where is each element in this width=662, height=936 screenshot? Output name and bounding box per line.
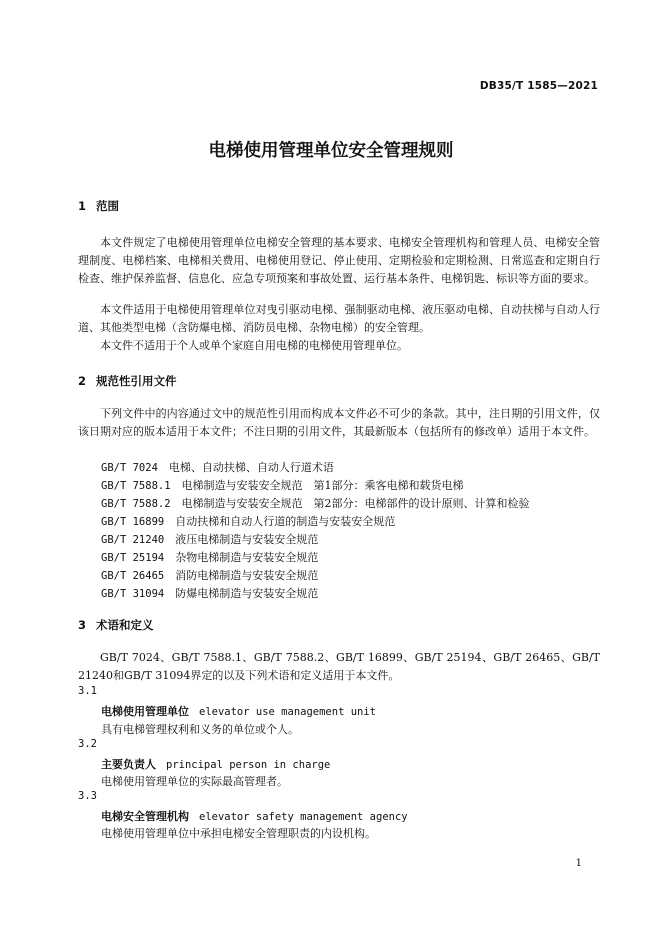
section-title: 术语和定义 xyxy=(96,618,154,632)
reference-code: GB/T 7024 xyxy=(101,462,158,474)
term-en: principal person in charge xyxy=(166,759,331,771)
reference-code: GB/T 16899 xyxy=(101,516,165,528)
standard-code: DB35/T 1585—2021 xyxy=(479,80,598,92)
term-number: 3.3 xyxy=(78,790,97,802)
reference-item xyxy=(101,459,334,475)
reference-item xyxy=(101,531,318,547)
term-entry xyxy=(101,703,376,719)
section-heading-2 xyxy=(78,373,177,389)
term-en: elevator safety management agency xyxy=(199,811,408,823)
paragraph: GB/T 7024、GB/T 7588.1、GB/T 7588.2、GB/T 16899、GB/T 25194、GB/T 26465、GB/T 21240和GB/T 31094界定的以及下列术语和定义适用于本文件。 xyxy=(78,651,600,682)
reference-title: 杂物电梯制造与安装安全规范 xyxy=(175,551,319,564)
section-heading-1 xyxy=(78,198,119,214)
reference-code: GB/T 21240 xyxy=(101,534,165,546)
term-number: 3.1 xyxy=(78,685,97,697)
reference-code: GB/T 31094 xyxy=(101,588,165,600)
term-zh: 电梯安全管理机构 xyxy=(101,810,189,823)
term-number: 3.2 xyxy=(78,738,97,750)
reference-title: 电梯制造与安装安全规范 第2部分：电梯部件的设计原则、计算和检验 xyxy=(181,497,530,510)
term-entry xyxy=(101,756,330,772)
document-title: 电梯使用管理单位安全管理规则 xyxy=(208,141,454,161)
reference-title: 消防电梯制造与安装安全规范 xyxy=(175,569,319,582)
reference-code: GB/T 7588.1 xyxy=(101,480,171,492)
term-zh: 主要负责人 xyxy=(101,758,156,771)
reference-title: 电梯、自动扶梯、自动人行道术语 xyxy=(168,461,334,474)
section-title: 规范性引用文件 xyxy=(96,374,177,388)
section-number: 1 xyxy=(78,199,87,213)
term-definition: 具有电梯管理权利和义务的单位或个人。 xyxy=(101,723,299,736)
term-definition: 电梯使用管理单位的实际最高管理者。 xyxy=(101,775,288,788)
paragraph: 本文件不适用于个人或单个家庭自用电梯的电梯使用管理单位。 xyxy=(100,339,408,352)
reference-item xyxy=(101,477,464,493)
section-title: 范围 xyxy=(96,199,119,213)
reference-title: 液压电梯制造与安装安全规范 xyxy=(175,533,319,546)
paragraph: 本文件规定了电梯使用管理单位电梯安全管理的基本要求、电梯安全管理机构和管理人员、电梯安全管理制度、电梯档案、电梯相关费用、电梯使用登记、停止使用、定期检验和定期检测、日常巡查和定期自行检查、维护保养监督、信息化、应急专项预案和事故处置、运行基本条件、电梯钥匙、标识等方面的要求。 xyxy=(78,236,600,285)
reference-code: GB/T 25194 xyxy=(101,552,165,564)
term-zh: 电梯使用管理单位 xyxy=(101,705,189,718)
paragraph: 下列文件中的内容通过文中的规范性引用而构成本文件必不可少的条款。其中，注日期的引用文件，仅该日期对应的版本适用于本文件；不注日期的引用文件，其最新版本（包括所有的修改单）适用于本文件。 xyxy=(78,407,600,438)
reference-item xyxy=(101,549,318,565)
term-en: elevator use management unit xyxy=(199,706,377,718)
reference-item xyxy=(101,585,318,601)
section-number: 3 xyxy=(78,618,87,632)
reference-item xyxy=(101,495,530,511)
reference-title: 防爆电梯制造与安装安全规范 xyxy=(175,587,319,600)
section-heading-3 xyxy=(78,617,154,633)
reference-title: 电梯制造与安装安全规范 第1部分：乘客电梯和载货电梯 xyxy=(181,479,464,492)
paragraph: 本文件适用于电梯使用管理单位对曳引驱动电梯、强制驱动电梯、液压驱动电梯、自动扶梯与自动人行道、其他类型电梯（含防爆电梯、消防员电梯、杂物电梯）的安全管理。 xyxy=(78,303,600,334)
reference-item xyxy=(101,567,318,583)
reference-item xyxy=(101,513,395,529)
reference-code: GB/T 26465 xyxy=(101,570,165,582)
reference-title: 自动扶梯和自动人行道的制造与安装安全规范 xyxy=(175,515,396,528)
page-number: 1 xyxy=(575,858,582,869)
term-definition: 电梯使用管理单位中承担电梯安全管理职责的内设机构。 xyxy=(101,827,376,840)
reference-code: GB/T 7588.2 xyxy=(101,498,171,510)
term-entry xyxy=(101,808,408,824)
section-number: 2 xyxy=(78,374,87,388)
